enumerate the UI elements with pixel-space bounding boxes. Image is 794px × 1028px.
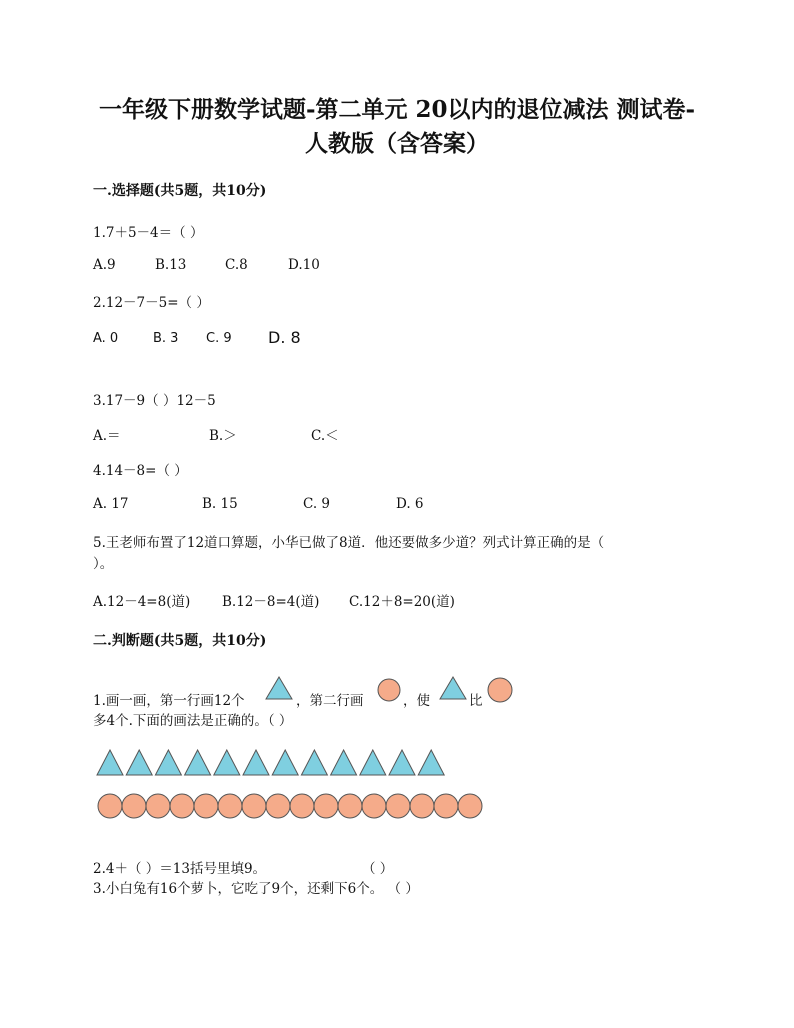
triangle-shape bbox=[301, 750, 327, 775]
triangle-shape bbox=[418, 750, 444, 775]
q5-option-b: B.12－8=4(道) bbox=[222, 594, 320, 610]
circle-shape bbox=[242, 794, 266, 818]
question-4: 4.14－8=（ ） bbox=[93, 463, 188, 479]
circle-shape bbox=[290, 794, 314, 818]
j1-text-part1: 1.画一画，第一行画12个 bbox=[93, 693, 245, 709]
question-2: 2.12－7－5=（ ） bbox=[93, 295, 210, 311]
judgement-question-2: 2.4＋（ ）＝13括号里填9。 bbox=[93, 861, 267, 877]
page-title: 一年级下册数学试题-第二单元 20以内的退位减法 测试卷- bbox=[98, 96, 696, 123]
circle-shape bbox=[314, 794, 338, 818]
j1-text-part3: ，使 bbox=[403, 693, 430, 709]
q4-option-a: A. 17 bbox=[93, 496, 129, 512]
circle-shape bbox=[146, 794, 170, 818]
j1-text-part4: 比 bbox=[469, 693, 483, 709]
triangle-shape bbox=[214, 750, 240, 775]
circle-icon bbox=[376, 677, 402, 703]
circle-icon bbox=[486, 676, 514, 704]
triangle-shape bbox=[97, 750, 123, 775]
q1-option-b: B.13 bbox=[155, 257, 187, 273]
triangle-shape bbox=[126, 750, 152, 775]
circle-row bbox=[96, 792, 496, 822]
q1-option-c: C.8 bbox=[225, 257, 248, 273]
circle-shape bbox=[122, 794, 146, 818]
q2-option-b: B. 3 bbox=[153, 331, 179, 346]
j1-text-part2: ，第二行画 bbox=[296, 693, 364, 709]
triangle-shape bbox=[155, 750, 181, 775]
triangle-row bbox=[96, 748, 456, 778]
q4-option-b: B. 15 bbox=[202, 496, 238, 512]
q1-option-a: A.9 bbox=[93, 257, 116, 273]
question-3: 3.17－9（ ）12－5 bbox=[93, 393, 216, 409]
q3-option-c: C.＜ bbox=[311, 428, 339, 444]
judgement-question-3: 3.小白兔有16个萝卜，它吃了9个，还剩下6个。 （ ） bbox=[93, 881, 419, 897]
q4-option-c: C. 9 bbox=[303, 496, 331, 512]
triangle-shape bbox=[331, 750, 357, 775]
circle-shape bbox=[170, 794, 194, 818]
q2-option-d: D. 8 bbox=[268, 328, 301, 347]
q4-option-d: D. 6 bbox=[396, 496, 424, 512]
circle-shape bbox=[410, 794, 434, 818]
triangle-icon bbox=[438, 675, 468, 701]
q5-option-c: C.12＋8=20(道) bbox=[349, 594, 455, 610]
q5-option-a: A.12－4=8(道) bbox=[93, 594, 191, 610]
judgement-q2-answer-paren: （ ） bbox=[362, 861, 394, 877]
page-subtitle: 人教版（含答案） bbox=[305, 130, 489, 157]
circle-shape bbox=[362, 794, 386, 818]
triangle-shape bbox=[243, 750, 269, 775]
circle-shape bbox=[218, 794, 242, 818]
circle-shape bbox=[98, 794, 122, 818]
question-1: 1.7＋5－4＝（ ） bbox=[93, 225, 204, 241]
circle-shape bbox=[434, 794, 458, 818]
triangle-shape bbox=[272, 750, 298, 775]
triangle-shape bbox=[389, 750, 415, 775]
question-5-line1: 5.王老师布置了12道口算题，小华已做了8道．他还要做多少道？列式计算正确的是（ bbox=[93, 535, 605, 551]
q2-option-c: C. 9 bbox=[206, 331, 232, 346]
triangle-shape bbox=[360, 750, 386, 775]
circle-shape bbox=[386, 794, 410, 818]
circle-shape bbox=[266, 794, 290, 818]
circle-shape bbox=[338, 794, 362, 818]
q1-option-d: D.10 bbox=[288, 257, 320, 273]
circle-shape bbox=[194, 794, 218, 818]
triangle-icon bbox=[264, 675, 294, 701]
q3-option-b: B.＞ bbox=[209, 428, 237, 444]
j1-text-line2: 多4个.下面的画法是正确的。（ ） bbox=[93, 713, 293, 729]
circle-shape bbox=[458, 794, 482, 818]
section-heading-choice: 一.选择题(共5题，共10分) bbox=[93, 183, 267, 199]
triangle-shape bbox=[185, 750, 211, 775]
question-5-line2: ）。 bbox=[93, 556, 114, 572]
q3-option-a: A.＝ bbox=[93, 428, 121, 444]
q2-option-a: A. 0 bbox=[93, 331, 119, 346]
section-heading-judgement: 二.判断题(共5题，共10分) bbox=[93, 633, 267, 649]
